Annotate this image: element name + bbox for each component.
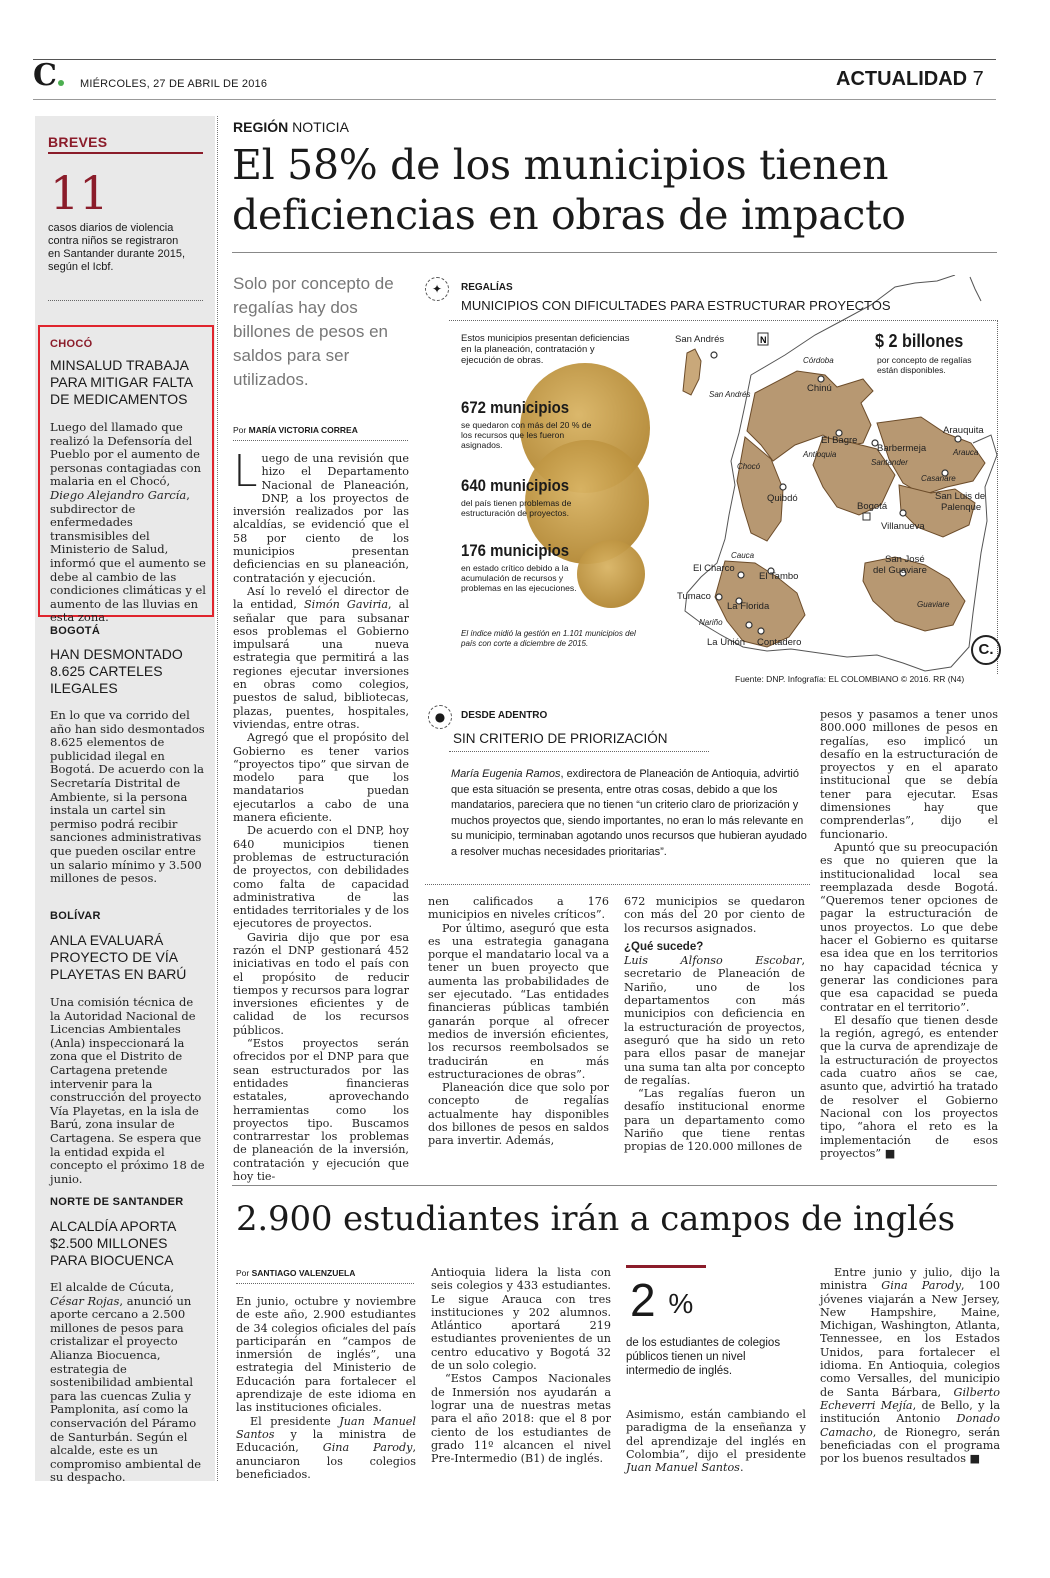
byline-rule — [233, 440, 408, 441]
inside-label: DESDE ADENTRO — [461, 710, 548, 721]
brief-headline-norte-santander: ALCALDÍA APORTA $2.500 MILLONES PARA BIOCUENCA — [50, 1218, 176, 1268]
kicker-text: NOTICIA — [292, 119, 349, 135]
article2-stat — [630, 1270, 693, 1334]
headline-line-1: El 58% de los municipios tienen — [232, 141, 889, 189]
brief-body-name: César Rojas — [50, 1293, 120, 1308]
map-label: San Luis de — [935, 491, 986, 502]
paragraph: y la ministra de Educación, — [236, 1427, 416, 1455]
paragraph: El desafío que tienen desde la región, agregó, es entender que la curva de aprendizaje de la estructuración de proyectos cada cuatro años se cae, asunto que, advirtió ha tratado de resolver el Gobierno Nacional con los proyectos tipo, “ahora el reto es la implementación de esos proyectos” — [820, 1013, 998, 1160]
map-label: El Bagre — [821, 435, 858, 446]
paragraph: pesos y pasamos a tener unos 800.000 millones de pesos en regalías, eso implicó un desafío en la estructuración de proyectos y en el aparato institucional que se debía tener para ejecutar. Esas dimensiones hay que comprenderlas”, dijo el funcionario. — [820, 708, 998, 841]
breves-label: BREVES — [48, 134, 108, 150]
map-label: Barbermeja — [877, 443, 927, 454]
article-col-4 — [820, 708, 998, 1160]
brief-body-text: , anunció un aporte cercano a 2.500 millones de pesos para cristalizar el proyecto Alianza Biocuenca, estrategia de sostenibilidad ambiental para las cuencas Zulia y Pamplonita, así como la conservación del Páramo de Santurbán. Según el alcalde, este es un compromiso ambiental de su despacho. — [50, 1293, 202, 1485]
article2-byline — [236, 1268, 355, 1278]
person-name: Gina Parody — [322, 1441, 413, 1455]
headline-line-2: deficiencias en obras de impacto — [232, 191, 906, 239]
article2-col-2 — [431, 1266, 611, 1465]
person-name: Simón Gaviria — [304, 598, 389, 612]
inside-quote: , exdirectora de Planeación de Antioquia, advirtió que esta situación se presenta, entre otras cosas, debido a que los mandatarios, pareciera que no tienen “un criterio claro de priorización y muchos proyectos que, siendo importantes, no eran lo más relevante en su municipio, terminaban agotando unos recursos que hubieran ayudado a resolver muchas necesidades prioritarias”. — [451, 768, 807, 858]
paragraph: , de Bello, y la institución Antonio — [820, 1398, 1000, 1426]
sidebar-divider — [48, 300, 203, 301]
stat-text: se quedaron con más del 20 % de los recursos que les fueron asignados. — [461, 420, 592, 450]
paragraph: Asimismo, están cambiando el paradigma de la enseñanza y del aprendizaje del inglés en Colombia”, dijo el presidente — [626, 1408, 806, 1461]
map-label: Tumaco — [677, 591, 711, 602]
map-label: del Guaviare — [873, 565, 927, 576]
article-headline — [232, 140, 906, 240]
inside-text — [451, 767, 807, 860]
issue-date: MIÉRCOLES, 27 DE ABRIL DE 2016 — [80, 78, 268, 90]
stat-640 — [461, 476, 601, 518]
brief-body-text: El alcalde de Cúcuta, — [50, 1280, 175, 1294]
brief-body-name: Diego Alejandro García — [50, 487, 187, 502]
map-label: Antioquia — [803, 450, 837, 459]
map-label: Contadero — [757, 637, 802, 648]
paragraph: “Estos Campos Nacionales de Inmersión nos ayudarán a lograr una de nuestras metas para el año 2018: que el 8 por ciento de los estudiantes de grado 11º alcancen el nivel Pre-Intermedio (B1) de inglés. — [431, 1372, 611, 1466]
map-label: Santander — [871, 458, 908, 467]
stat-number: 11 — [50, 166, 109, 220]
brief-body-bolivar: Una comisión técnica de la Autoridad Nacional de Licencias Ambientales (Anla) inspeccionará la zona que el Distrito de Cartagena pretende intervenir para la construcción del proyecto Vía Playetas, en la isla de Barú, zona insular de Cartagena. Se espera que la entidad expida el concepto el próximo 18 de junio. — [50, 995, 205, 1186]
brief-body-text: Luego del llamado que realizó la Defensoría del Pueblo por el aumento de personas contagiadas con malaria en el Chocó, — [50, 420, 201, 489]
inside-box-bottom-rule — [425, 884, 810, 885]
logo: C — [33, 58, 57, 93]
person-name: Luis Alfonso Escobar — [624, 954, 802, 968]
inside-person-name: María Eugenia Ramos — [451, 768, 561, 780]
brief-body-text: , subdirector de enfermedades transmisibles del Ministerio de Salud, informó que el aumento se debe al cambio de las condiciones climáticas y el aumento de las lluvias en esta zona. — [50, 487, 206, 625]
person-name: Gilberto Echeverri Mejía — [820, 1385, 1000, 1412]
brief-region-bolivar: BOLÍVAR — [50, 910, 101, 922]
brief-region-norte-santander: NORTE DE SANTANDER — [50, 1196, 184, 1208]
person-name: Gina Parody — [881, 1279, 962, 1293]
map-label: La Unión — [707, 637, 746, 648]
stat-rule — [626, 1265, 706, 1268]
paragraph: uego de una revisión que hizo el Departamento Nacional de Planeación, DNP, a los proyectos de inversión realizados por las alcaldías, se evidenció que el 58 por ciento de los municipios presentan deficiencias en su planeación, contratación y ejecución. — [233, 452, 409, 585]
paragraph: . — [739, 1461, 744, 1475]
byline-prefix: Por — [236, 1268, 250, 1278]
infographic-note: El índice midió la gestión en 1.101 municipios del país con corte a diciembre de 2015. — [461, 629, 636, 648]
sidebar-separator — [217, 116, 218, 1481]
map-label: El Charco — [693, 563, 735, 574]
infographic-label: REGALÍAS — [461, 282, 513, 293]
byline-prefix: Por — [233, 425, 247, 435]
stat-176 — [461, 541, 601, 593]
infographic-intro: Estos municipios presentan deficiencias en la planeación, contratación y ejecución de obras. — [461, 333, 630, 366]
paragraph: , secretario de Planeación de Nariño, uno de los departamentos con más municipios con deficiencia en la estructuración de proyectos, aseguró que ha sido un reto para ellos pasar de manejar una suma tan alta por concepto de regalías. — [624, 954, 805, 1087]
brief-region-choco: CHOCÓ — [50, 338, 93, 350]
map-label: San Andrés — [675, 334, 725, 345]
brief-body-norte-santander — [50, 1281, 206, 1485]
paragraph: De acuerdo con el DNP, hoy 640 municipios tienen problemas de estructuración de proyectos, con debilidades como falta de capacidad administrativa de las entidades territoriales y de los ejecutores de proyectos. — [233, 824, 409, 931]
inside-title-rule — [449, 751, 709, 752]
paragraph: “Las regalías fueron un desafío institucional enorme para un departamento como Nariño que tiene rentas propias de 120.000 millones de — [624, 1087, 805, 1154]
article-byline — [233, 425, 358, 435]
infographic-logo: C. — [971, 635, 1001, 665]
end-mark-icon: ■ — [884, 1146, 896, 1160]
article-col-3 — [624, 895, 805, 1154]
map-label: Chinú — [807, 383, 832, 394]
infographic-icon: ✦ — [425, 277, 449, 301]
article-col-2 — [428, 895, 609, 1148]
drop-cap: L — [233, 446, 258, 497]
infographic-source: Fuente: DNP. Infografía: EL COLOMBIANO © 2016. RR (N4) — [735, 674, 965, 684]
stat-number: 672 municipios — [461, 398, 570, 417]
map-label: Arauquita — [943, 425, 984, 436]
paragraph: Agregó que el propósito del Gobierno es tener varios “proyectos tipo” que sirvan de modelo para que los mandatarios puedan ejecutarlos a cabo de una manera eficiente. — [233, 731, 409, 825]
map-label: La Florida — [727, 601, 770, 612]
page-number: 7 — [972, 68, 984, 90]
brief-body-bogota: En lo que va corrido del año han sido desmontados 8.625 elementos de publicidad ilegal en Bogotá. De acuerdo con la Secretaría Distrital de Ambiente, si la persona instala un cartel sin permiso podrá recibir sanciones administrativas que pueden oscilar entre un salario mínimo y 3.500 millones de pesos. — [50, 708, 205, 886]
brief-region-bogota: BOGOTÁ — [50, 625, 101, 637]
highlight-number: $ 2 billones — [875, 331, 964, 351]
logo-dot — [58, 80, 64, 86]
person-name: Juan Manuel Santos — [626, 1461, 740, 1475]
paragraph: En junio, octubre y noviembre de este año, 2.900 estudiantes de 34 colegios oficiales del país participarán en “campos de inmersión de inglés”, una estrategia del Ministerio de Educación para fortalecer el aprendizaje de este idioma en las instituciones oficiales. — [236, 1295, 416, 1415]
paragraph: Por último, aseguró que esta es una estrategia ganagana porque el mandatario local va a tener un buen proyecto que aumenta las probabilidades de ser ejecutado. “Las entidades financieras públicas también ganarán porque al ofrecer medios de inversión eficientes, los recursos reembolsados se traducirán en más estructuraciones de obras”. — [428, 921, 609, 1081]
paragraph: Antioquia lidera la lista con seis colegios y 433 estudiantes. Le sigue Arauca con tres instituciones y 202 alumnos. Atlántico aportará 219 estudiantes provenientes de un centro educativo y Bogotá 32 de un solo colegio. — [431, 1266, 611, 1373]
article-kicker — [233, 119, 349, 135]
stat-text: del país tienen problemas de estructuración de proyectos. — [461, 498, 572, 518]
stat-text: en estado crítico debido a la acumulación de recursos y problemas en las ejecuciones. — [461, 563, 577, 593]
map-label: El Tambo — [759, 571, 799, 582]
inside-box — [425, 705, 810, 875]
map-label: Chocó — [737, 462, 761, 471]
article-deck: Solo por concepto de regalías hay dos billones de pesos en saldos para ser utilizados. — [233, 274, 394, 389]
stat-text: casos diarios de violencia contra niños se registraron en Santander durante 2015, según el Icbf. — [48, 222, 186, 273]
person-name: Donado Camacho — [820, 1412, 1000, 1439]
paragraph: “Estos proyectos serán ofrecidos por el DNP para que sean estructurados por las entidades financieras estatales, aprovechando herramientas como los proyectos tipo. Buscamos contrarrestar los problemas de planeación de la inversión, contratación y ejecución que hoy tie- — [233, 1037, 409, 1184]
article2-col-1 — [236, 1295, 416, 1481]
brief-headline-choco: MINSALUD TRABAJA PARA MITIGAR FALTA DE MEDICAMENTOS — [50, 357, 193, 407]
map-label: Nariño — [699, 618, 723, 627]
map-label: Casanare — [921, 474, 956, 483]
north-arrow-label: N — [760, 335, 767, 345]
paragraph: El presidente — [250, 1414, 340, 1428]
map-label: Cauca — [731, 551, 755, 560]
byline-name: MARÍA VICTORIA CORREA — [248, 425, 358, 435]
map-label: Bogotá — [857, 501, 888, 512]
paragraph: , al señalar que para subsanar esos problemas el Gobierno impulsará una nueva estrategia que permitirá a las regiones ejecutar inversiones en obras como colegios, puestos de salud, bibliotecas, plazas, puentes, hospitales, viviendas, entre otras. — [233, 598, 409, 731]
paragraph: , 100 jóvenes viajarán a New Jersey, New Hampshire, Maine, Michigan, Washington, Atlanta, Tennessee, en los Estados Unidos, para fortalecer el idioma. En Antioquia, colegios como Versalles, del municipio de Santa Bárbara, — [820, 1279, 1000, 1399]
paragraph: Planeación dice que solo por concepto de regalías actualmente hay disponibles dos billones de pesos en saldos para invertir. Además, — [428, 1081, 609, 1148]
paragraph: Gaviria dijo que por esa razón el DNP gestionará 452 iniciativas en todo el país con el propósito de reducir tiempos y recursos para lograr inversiones eficientes y de calidad de los recursos públicos. — [233, 930, 409, 1037]
paragraph: , de Rionegro, serán beneficiadas con el programa por los buenos resultados — [820, 1425, 1000, 1466]
quote-icon: ● — [428, 705, 452, 729]
brief-headline-bogota: HAN DESMONTADO 8.625 CARTELES ILEGALES — [50, 646, 183, 696]
highlight-text: por concepto de regalías están disponibles. — [877, 355, 972, 375]
section-name: ACTUALIDAD — [836, 68, 968, 90]
article2-col-3 — [626, 1408, 806, 1474]
stat-672 — [461, 398, 601, 450]
inside-title: SIN CRITERIO DE PRIORIZACIÓN — [453, 731, 668, 746]
map-label: Arauca — [953, 448, 979, 457]
map-label: Quibdó — [767, 493, 798, 504]
brief-headline-bolivar: ANLA EVALUARÁ PROYECTO DE VÍA PLAYETAS EN BARÚ — [50, 932, 187, 982]
paragraph: Así lo reveló el director de la entidad, — [233, 584, 409, 612]
map-label: Guaviare — [917, 600, 950, 609]
byline-name: SANTIAGO VALENZUELA — [251, 1268, 356, 1278]
section-title — [836, 68, 984, 91]
map-label: Palenque — [941, 502, 982, 513]
map-label: San Andrés — [709, 390, 751, 399]
paragraph: nen calificados a 176 municipios en niveles críticos”. — [428, 895, 609, 922]
kicker-bold: REGIÓN — [233, 119, 289, 135]
person-name: Juan Manuel Santos — [236, 1414, 416, 1441]
infographic-title: MUNICIPIOS CON DIFICULTADES PARA ESTRUCTURAR PROYECTOS — [461, 298, 891, 313]
brief-body-choco — [50, 421, 206, 625]
paragraph: Apuntó que su preocupación es que no quieren que la institucionalidad local sea reemplazada desde Bogotá. “Queremos tener opciones de pagar la estructuración de unos proyectos. Lo que debe hacer el Gobierno es quitarse esa idea que en los territorios no hay capacidad técnica y generar las condiciones para que esa capacidad se pueda contratar en el territorio”. — [820, 840, 998, 1014]
map-label: Córdoba — [803, 356, 834, 365]
infographic — [425, 275, 1000, 690]
stat-number: 640 municipios — [461, 476, 570, 495]
article2-stat-text: de los estudiantes de colegios públicos tienen un nivel intermedio de inglés. — [626, 1337, 781, 1377]
stat-number: 176 municipios — [461, 541, 570, 560]
end-mark-icon: ■ — [969, 1452, 981, 1466]
paragraph: Entre junio y julio, dijo la ministra — [820, 1266, 1000, 1293]
paragraph: , anunciaron los colegios beneficiados. — [236, 1441, 416, 1481]
map-label: Villanueva — [881, 521, 925, 532]
article2-headline: 2.900 estudiantes irán a campos de inglés — [236, 1199, 955, 1239]
stat-number: 2 — [630, 1274, 656, 1326]
map-label: San José — [885, 554, 925, 565]
paragraph: 672 municipios se quedaron con más del 20 por ciento de los recursos asignados. — [624, 895, 805, 935]
stat-unit: % — [668, 1287, 694, 1319]
article-col-1 — [233, 446, 409, 1184]
byline-rule — [236, 1283, 414, 1284]
subheading: ¿Qué sucede? — [624, 940, 704, 953]
article2-col-4 — [820, 1266, 1000, 1465]
